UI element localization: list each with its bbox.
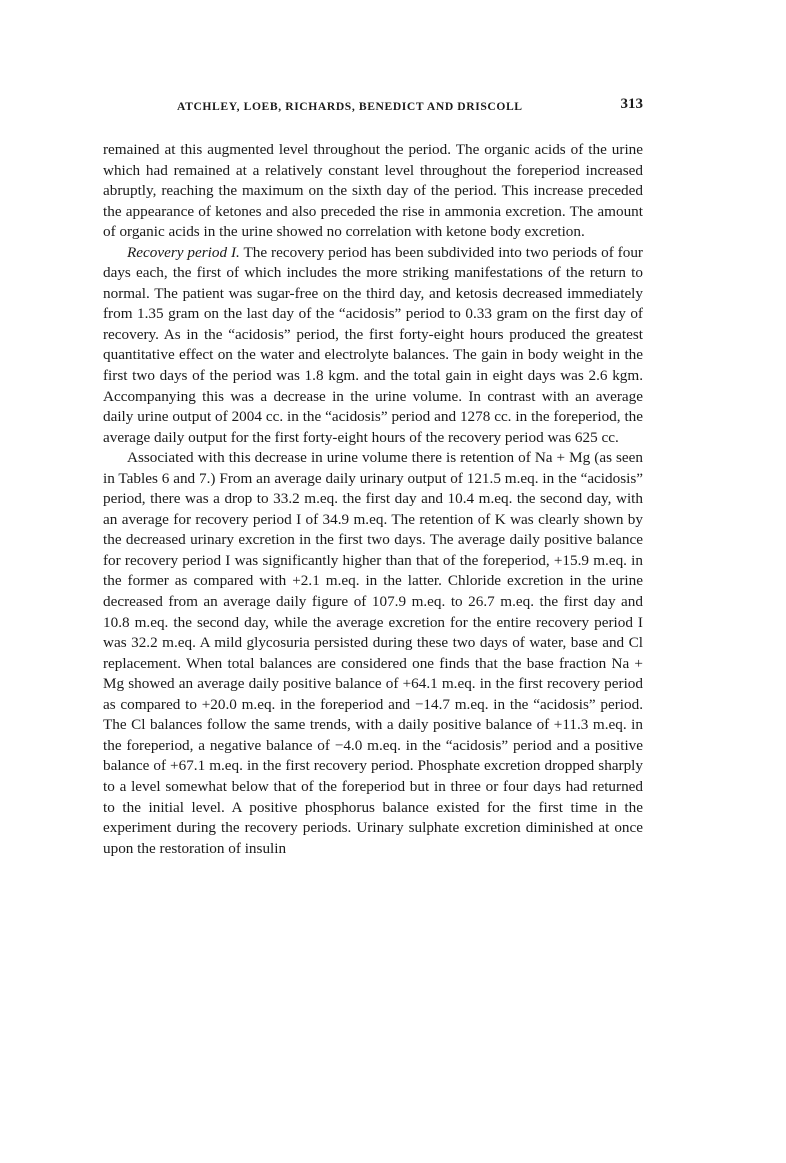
paragraph-electrolyte-retention <box>103 448 643 859</box>
paragraph-text: The recovery period has been subdivided into two periods of four days each, the first of which includes the more striking manifestations of the return to normal. The patient was sugar-free on the third day, and ketosis decreased immediately from 1.35 gram on the last day of the “acidosis” period to 0.33 gram on the first day of recovery. As in the “acidosis” period, the first forty-eight hours produced the greatest quantitative effect on the water and electrolyte balances. The gain in body weight in the first two days of the period was 1.8 kgm. and the total gain in eight days was 2.6 kgm. Accompanying this was a decrease in the urine volume. In contrast with an average daily urine output of 2004 cc. in the “acidosis” period and 1278 cc. in the foreperiod, the average daily output for the first forty-eight hours of the recovery period was 625 cc. <box>103 243 643 446</box>
paragraph-text: remained at this augmented level throughout the period. The organic acids of the urine which had remained at a relatively constant level throughout the foreperiod increased abruptly, reaching the maximum on the sixth day of the period. This increase preceded the appearance of ketones and also preceded the rise in ammonia excretion. The amount of organic acids in the urine showed no correlation with ketone body excretion. <box>103 141 643 241</box>
page-header <box>103 96 643 116</box>
paragraph-continuation <box>103 140 643 243</box>
paragraph-text: Associated with this decrease in urine volume there is retention of Na + Mg (as seen in Tables 6 and 7.) From an average daily urinary output of 121.5 m.eq. in the “acidosis” period, there was a drop to 33.2 m.eq. the first day and 10.4 m.eq. the second day, with an average for recovery period I of 34.9 m.eq. The retention of K was clearly shown by the decreased urinary excretion in the first two days. The average daily positive balance for recovery period I was significantly higher than that of the foreperiod, +15.9 m.eq. in the former as compared with +2.1 m.eq. in the latter. Chloride excretion in the urine decreased from an average daily figure of 107.9 m.eq. to 26.7 m.eq. the first day and 10.8 m.eq. the second day, while the average excretion for the entire recovery period I was 32.2 m.eq. A mild glycosuria persisted during these two days of water, base and Cl replacement. When total balances are considered one finds that the base fraction Na + Mg showed an average daily positive balance of +64.1 m.eq. in the first recovery period as compared to +20.0 m.eq. in the foreperiod and −14.7 m.eq. in the “acidosis” period. The Cl balances follow the same trends, with a daily positive balance of +11.3 m.eq. in the foreperiod, a negative balance of −4.0 m.eq. in the “acidosis” period and a positive balance of +67.1 m.eq. in the first recovery period. Phosphate excretion dropped sharply to a level somewhat below that of the foreperiod but in three or four days had returned to the initial level. A positive phosphorus balance existed for the first time in the experiment during the recovery periods. Urinary sulphate excretion diminished at once upon the restoration of insulin <box>103 449 643 857</box>
section-heading: Recovery period I. <box>127 243 240 261</box>
paragraph-recovery-period-i <box>103 243 643 448</box>
body-text <box>103 140 643 859</box>
running-head: ATCHLEY, LOEB, RICHARDS, BENEDICT AND DRISCOLL <box>177 100 523 113</box>
page-number: 313 <box>620 96 643 112</box>
